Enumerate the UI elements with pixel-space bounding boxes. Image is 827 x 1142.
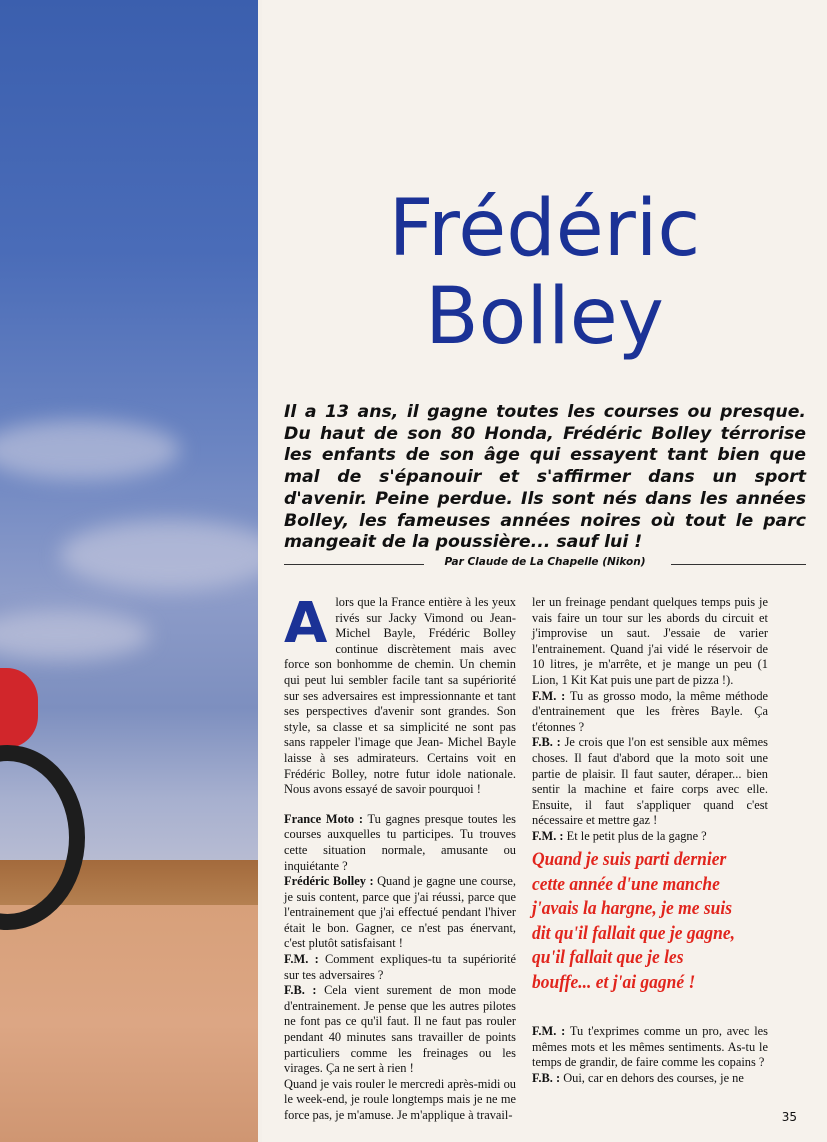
column-1 <box>284 591 517 1124</box>
column-2-bottom <box>532 1024 768 1086</box>
article-title <box>262 185 827 361</box>
cover-photo <box>0 0 258 1142</box>
answer-1: Frédéric Bolley : Quand je gagne une course, je suis content, parce que j'ai réussi, parce que l'entrainement que j'ai effectué pendant l'hiver était le bon. Gagner, ce n'est pas énervant, c'est plutôt satisfaisant ! <box>284 874 517 951</box>
column-2 <box>532 595 768 845</box>
question-2: F.M. : Comment expliques-tu ta supériorité sur tes adversaires ? <box>284 952 516 982</box>
motorcycle-fender <box>0 668 38 748</box>
question-1: France Moto : Tu gagnes presque toutes les courses auxquelles tu participes. Tu trouves cette situation normale, amusante ou inquiétante ? <box>284 811 516 873</box>
column-2-paragraph: ler un freinage pendant quelques temps puis je vais faire un tour sur les abords du circuit et j'improvise un saut. J'essaie de varier l'entrainement. Quand j'ai vidé le réservoir de 10 litres, je m'arrête, et je mange un peu (1 Lion, 1 Kit Kat puis une part de pizza !). <box>532 595 768 687</box>
pull-quote: Quand je suis parti dernier cette année d'une manche j'avais la hargne, je me suis dit qu'il fallait que je gagne, qu'il fallait que je les bouffe... et j'ai gagné ! <box>532 849 735 993</box>
question-4: F.M. : Et le petit plus de la gagne ? <box>532 828 707 843</box>
answer-3: F.B. : Je crois que l'on est sensible aux mêmes choses. Il faut d'abord que la moto soit une partie de plaisir. Il faut sauter, déraper... bien sentir la machine et faire corps avec elle. Ensuite, il faut s'appliquer quand c'est nécessaire et mettre gaz ! <box>532 735 768 828</box>
answer-2-cont: Quand je vais rouler le mercredi après-midi ou le week-end, je roule longtemps mais je ne me force pas, je m'amuse. Je m'applique à travail- <box>284 1076 516 1122</box>
title-line-1: Frédéric <box>388 184 701 274</box>
drop-cap: A <box>284 591 328 656</box>
title-line-2: Bolley <box>425 272 664 362</box>
page-number: 35 <box>781 1110 797 1124</box>
byline-rule-right <box>671 564 806 565</box>
answer-5: F.B. : Oui, car en dehors des courses, je ne <box>532 1070 744 1085</box>
question-3: F.M. : Tu as grosso modo, la même méthode d'entrainement que les frères Bayle. Ça t'étonnes ? <box>532 688 769 734</box>
article-page <box>262 0 827 1142</box>
answer-2: F.B. : Cela vient surement de mon mode d'entrainement. Je pense que les autres pilotes ne font pas ce qu'il faut. Il ne faut pas rouler pendant 40 minutes sans travailler de points particuliers comme les freinages ou les virages. Ça ne sert à rien ! <box>284 983 516 1076</box>
opening-paragraph: Alors que la France entière à les yeux rivés sur Jacky Vimond ou Jean-Michel Bayle, Frédéric Bolley continue discrètement mais avec force son bonhomme de chemin. Un chemin qui peut lui sembler facile tant sa supériorité sur ses adversaires est impressionnante et tant ses perspectives d'avenir sont grandes. Son style, sa classe et sa simplicité ne sont pas sans rappeler l'image que Jean- Michel Bayle laisse à ses admirateurs. Certains voit en Frédéric Bolley, notre futur idole nationale. Nous avons essayé de savoir pourquoi ! <box>284 591 516 797</box>
byline-text: Par Claude de La Chapelle (Nikon) <box>444 556 646 568</box>
dirt-wall <box>0 905 258 1142</box>
intro-paragraph: Il a 13 ans, il gagne toutes les courses ou presque. Du haut de son 80 Honda, Frédéric Bolley térrorise les enfants de son âge qui essayent tant bien que mal de s'épanouir et s'affirmer dans un sport d'avenir. Peine perdue. Ils sont nés dans les années Bolley, les fameuses années noires où tout le parc mangeait de la poussière... sauf lui ! <box>284 402 806 553</box>
question-5: F.M. : Tu t'exprimes comme un pro, avec les mêmes mots et les mêmes sentiments. As-tu le temps de grandir, de faire comme les copains ? <box>532 1024 768 1070</box>
byline <box>284 556 806 572</box>
